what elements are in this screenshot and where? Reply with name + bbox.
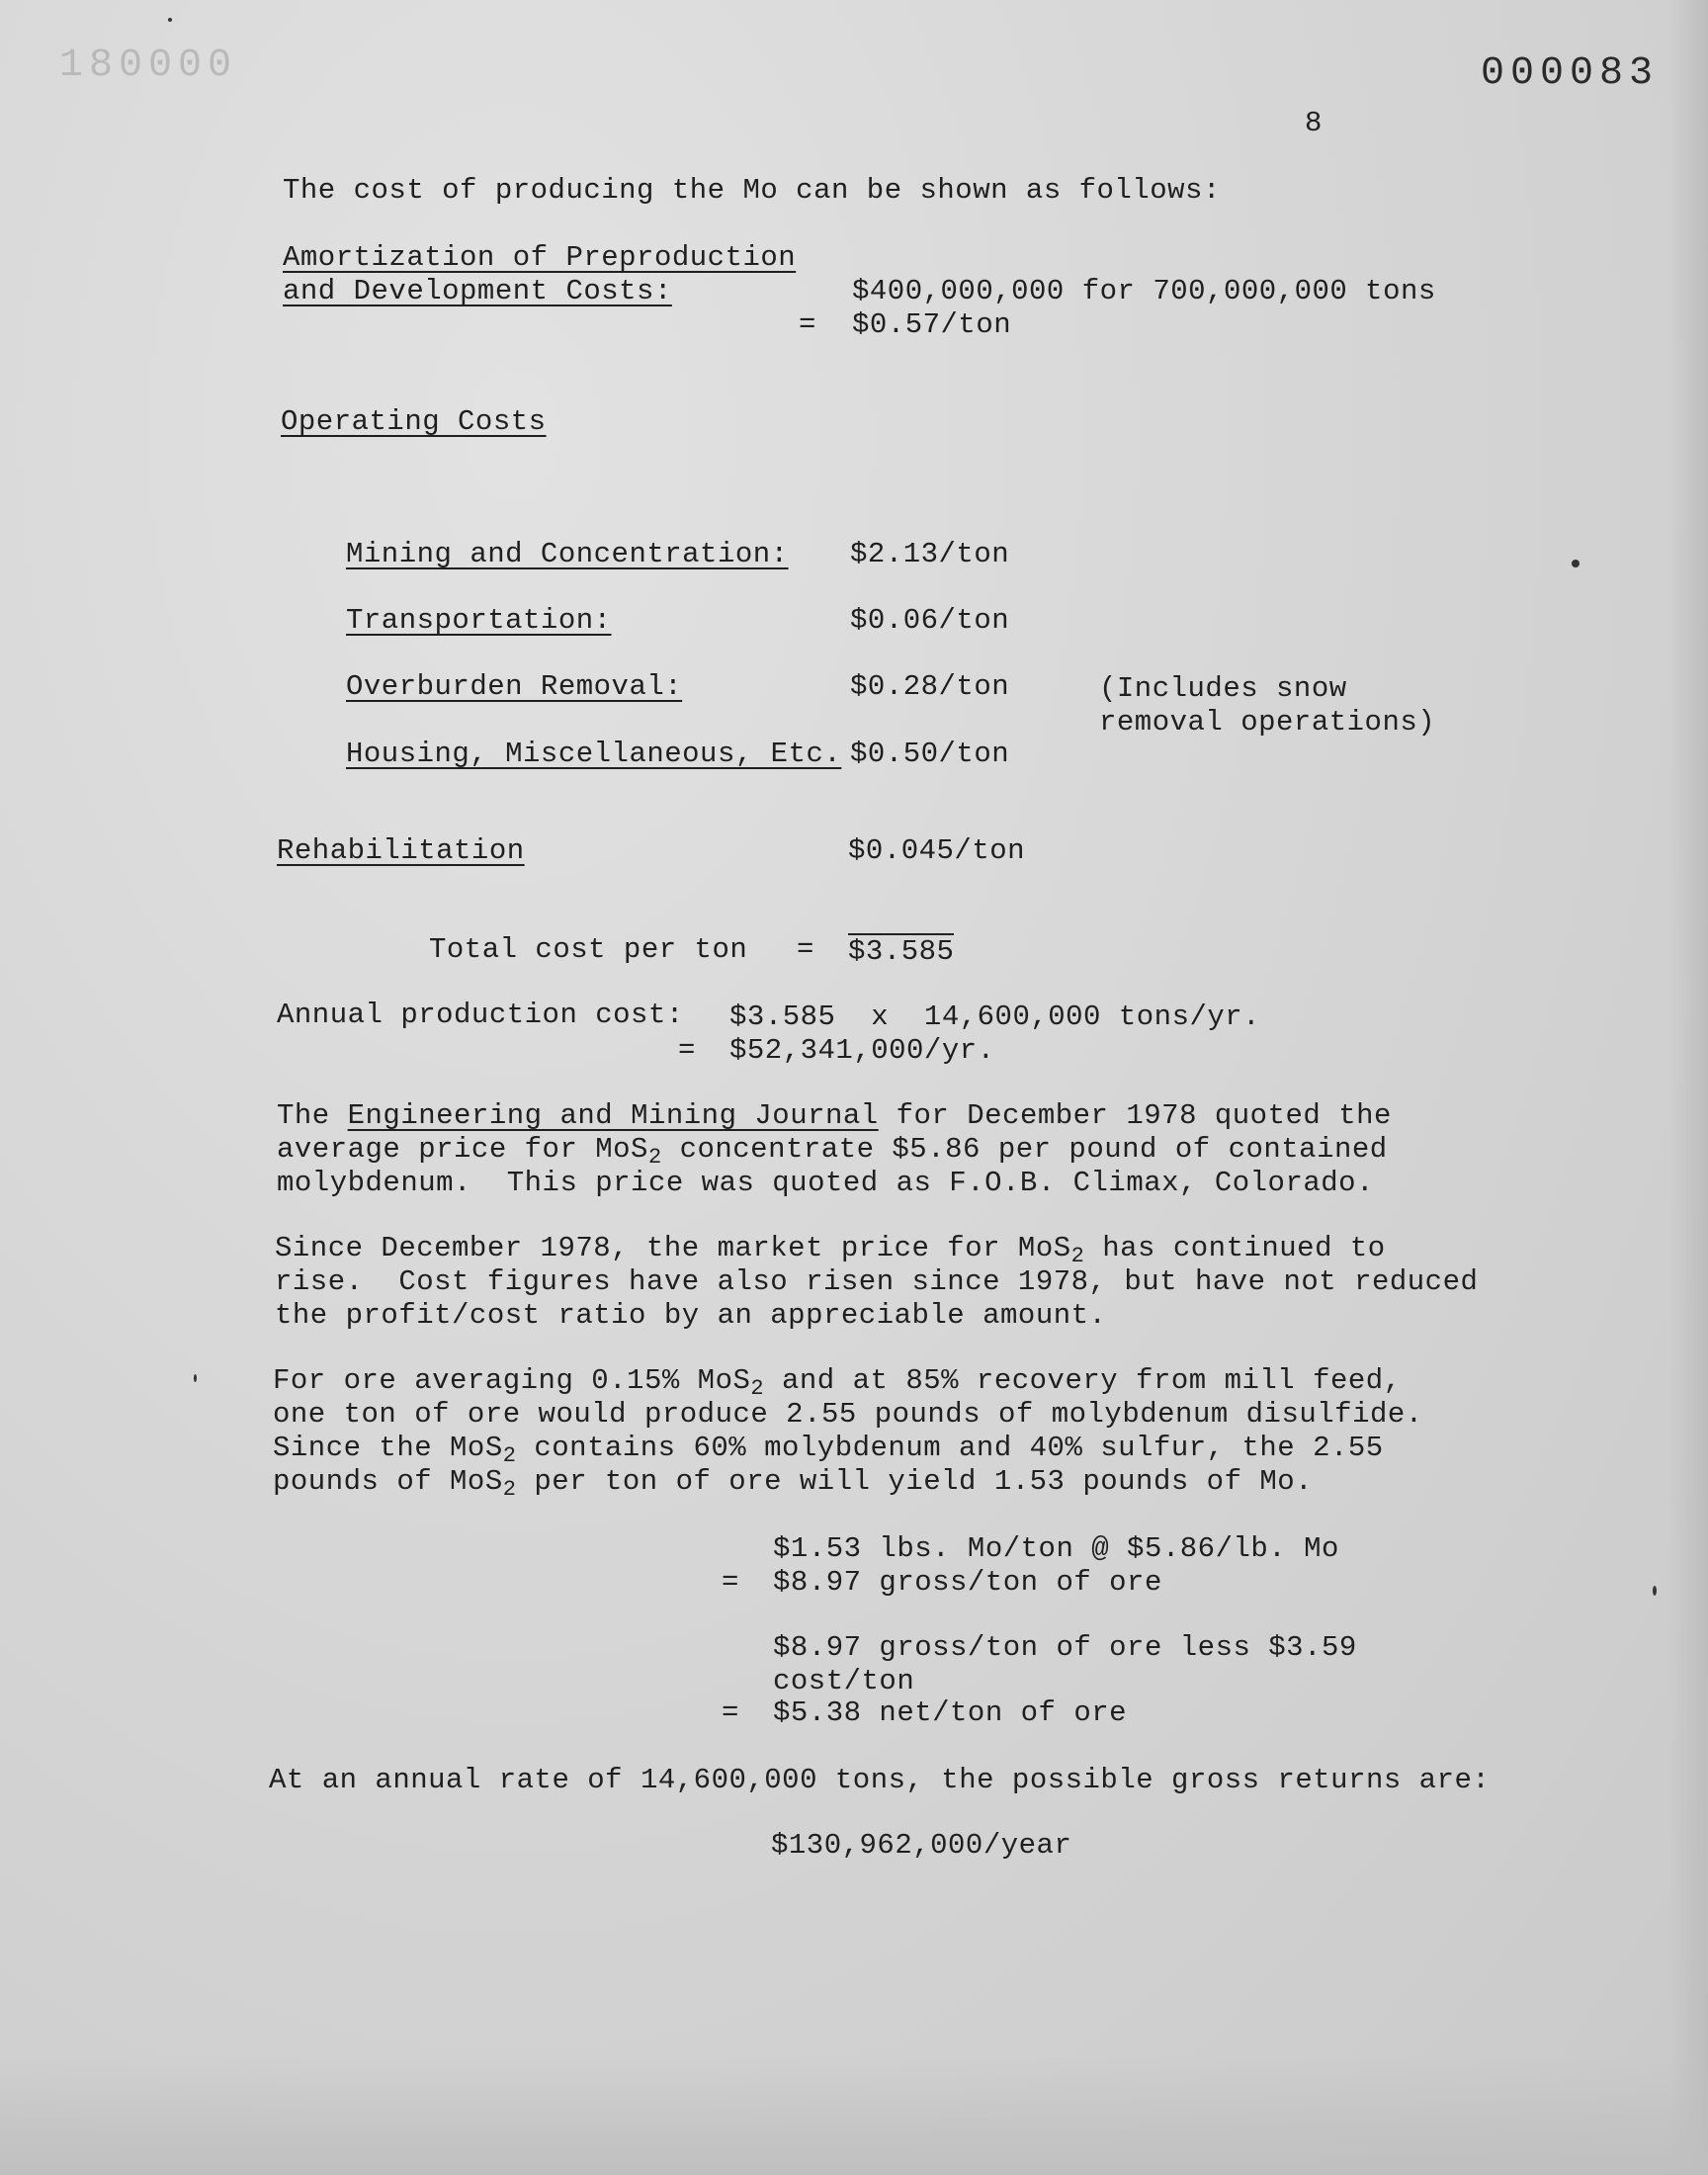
mining-label: Mining and Concentration:: [346, 538, 789, 570]
annual-formula: $3.585 x 14,600,000 tons/yr.: [729, 1000, 1261, 1033]
journal-title: Engineering and Mining Journal: [347, 1099, 879, 1132]
annual-label: Annual production cost:: [277, 999, 684, 1031]
intro-text: The cost of producing the Mo can be shown as follows:: [283, 174, 1221, 207]
ej-paragraph-line1: [277, 1099, 1392, 1133]
ore-line1-pre: For ore averaging 0.15% MoS: [273, 1364, 751, 1397]
overburden-note-line1: (Includes snow: [1099, 672, 1347, 705]
page-number: 8: [1305, 107, 1323, 139]
housing-label: Housing, Miscellaneous, Etc.: [346, 738, 842, 770]
scan-speck: [1572, 560, 1580, 567]
ej-paragraph-line2: [277, 1133, 1388, 1170]
total-label: Total cost per ton: [429, 933, 748, 966]
since-paragraph-line2: rise. Cost figures have also risen since 1978, but have not reduced: [275, 1265, 1479, 1298]
ore-paragraph-line4: [273, 1465, 1314, 1502]
page-edge-shadow: [1668, 0, 1708, 2175]
document-number: 000083: [1481, 51, 1660, 96]
since-paragraph-line3: the profit/cost ratio by an appreciable amount.: [275, 1299, 1107, 1332]
since-paragraph-line1: [275, 1232, 1386, 1268]
ore-line1-post: and at 85% recovery from mill feed,: [764, 1364, 1402, 1397]
rehabilitation-label: Rehabilitation: [277, 834, 525, 867]
since-subscript: 2: [1070, 1244, 1085, 1268]
amortization-value-line2: $0.57/ton: [852, 308, 1012, 341]
calc1-line2: $8.97 gross/ton of ore: [773, 1566, 1162, 1599]
scan-speck: [1653, 1586, 1657, 1596]
ore-subscript-3: 2: [502, 1477, 517, 1502]
ore-paragraph-line1: [273, 1364, 1402, 1401]
page-bottom-shadow: [0, 2056, 1708, 2175]
overburden-label: Overburden Removal:: [346, 670, 683, 703]
ore-subscript-2: 2: [502, 1443, 517, 1468]
amortization-label-line1: Amortization of Preproduction: [283, 241, 797, 274]
ej-pre: The: [277, 1099, 348, 1132]
ej-line2-post: concentrate $5.86 per pound of contained: [661, 1133, 1388, 1166]
operating-costs-heading: Operating Costs: [281, 405, 547, 438]
ej-line1-post: for December 1978 quoted the: [878, 1099, 1392, 1132]
overburden-value: $0.28/ton: [850, 670, 1010, 703]
calc2-line3: $5.38 net/ton of ore: [773, 1696, 1128, 1729]
since-line1-post: has continued to: [1084, 1232, 1386, 1264]
calc1-line1: $1.53 lbs. Mo/ton @ $5.86/lb. Mo: [773, 1532, 1339, 1565]
ej-paragraph-line3: molybdenum. This price was quoted as F.O.B. Climax, Colorado.: [277, 1167, 1374, 1199]
since-line1-pre: Since December 1978, the market price for MoS: [275, 1232, 1071, 1264]
calc2-line2: cost/ton: [773, 1665, 915, 1697]
transportation-label: Transportation:: [346, 604, 612, 637]
amortization-value-line1: $400,000,000 for 700,000,000 tons: [852, 275, 1436, 307]
rehabilitation-value: $0.045/ton: [848, 834, 1026, 867]
calc2-equals: =: [722, 1696, 739, 1729]
faint-stamp: 180000: [59, 44, 238, 88]
ore-line4-post: per ton of ore will yield 1.53 pounds of Mo.: [516, 1465, 1314, 1498]
transportation-value: $0.06/ton: [850, 604, 1010, 637]
housing-value: $0.50/ton: [850, 738, 1010, 770]
ore-line4-pre: pounds of MoS: [273, 1465, 503, 1498]
ore-subscript-1: 2: [750, 1376, 765, 1401]
calc1-equals: =: [722, 1566, 739, 1599]
amortization-equals: =: [799, 308, 816, 341]
total-equals: =: [797, 933, 814, 966]
ore-paragraph-line3: [273, 1432, 1384, 1468]
mining-value: $2.13/ton: [850, 538, 1010, 570]
ej-subscript: 2: [647, 1145, 662, 1170]
returns-value: $130,962,000/year: [771, 1829, 1072, 1862]
ore-line3-post: contains 60% molybdenum and 40% sulfur, the 2.55: [516, 1432, 1384, 1464]
calc2-line1: $8.97 gross/ton of ore less $3.59: [773, 1631, 1357, 1664]
overburden-note-line2: removal operations): [1099, 706, 1436, 739]
amortization-label-line2: and Development Costs:: [283, 275, 672, 307]
annual-result: $52,341,000/yr.: [729, 1034, 995, 1067]
ej-line2-pre: average price for MoS: [277, 1133, 648, 1166]
ore-line3-pre: Since the MoS: [273, 1432, 503, 1464]
scan-speck: [194, 1374, 197, 1382]
annual-equals: =: [678, 1034, 696, 1067]
ore-paragraph-line2: one ton of ore would produce 2.55 pounds of molybdenum disulfide.: [273, 1398, 1423, 1431]
scan-speck: [168, 18, 172, 22]
total-value: $3.585: [848, 935, 955, 968]
returns-text: At an annual rate of 14,600,000 tons, the possible gross returns are:: [269, 1764, 1491, 1796]
